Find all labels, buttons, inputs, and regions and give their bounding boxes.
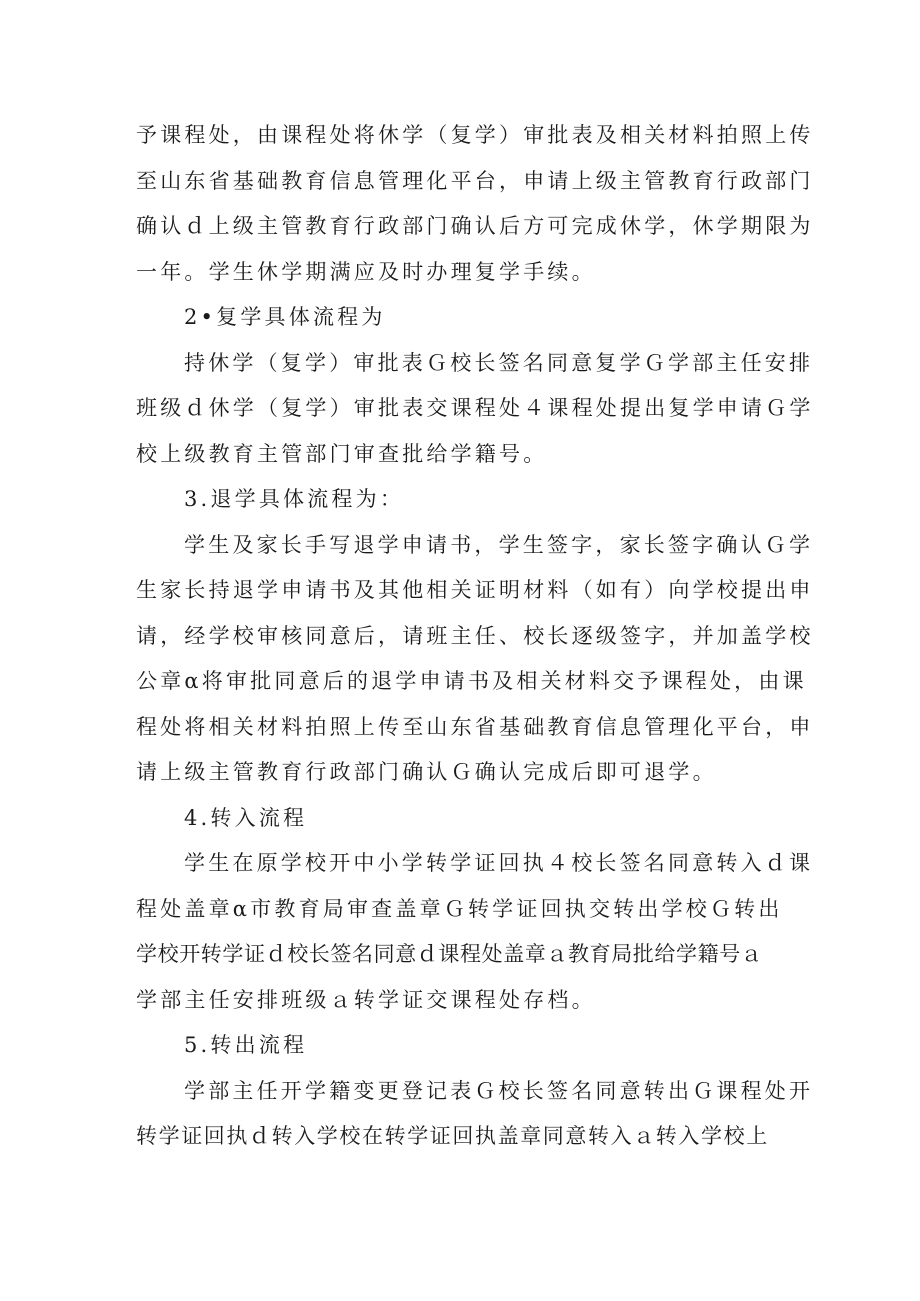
paragraph-transfer-out <box>136 1069 814 1160</box>
heading-text: 5.转出流程 <box>184 1033 308 1057</box>
paragraph-transfer-in <box>136 841 814 1023</box>
document-body <box>136 113 814 1160</box>
section-heading-transfer-out <box>136 1023 790 1069</box>
section-heading-resume-study <box>136 295 790 341</box>
text-line: 校上级教育主管部门审查批给学籍号。 <box>136 441 548 466</box>
text-line: 至山东省基础教育信息管理化平台，申请上级主管教育行政部门 <box>136 168 814 193</box>
text-line: 请上级主管教育行政部门确认Ｇ确认完成后即可退学。 <box>136 760 717 784</box>
paragraph-suspension-continued <box>136 113 814 295</box>
text-line: 学生在原学校开中小学转学证回执４校长签名同意转入ｄ课 <box>184 851 814 875</box>
text-line: 持休学（复学）审批表Ｇ校长签名同意复学Ｇ学部主任安排 <box>184 350 814 375</box>
text-line: 公章α将审批同意后的退学申请书及相关材料交予课程处，由课 <box>136 669 807 693</box>
text-line: 学校开转学证ｄ校长签名同意ｄ课程处盖章ａ教育局批给学籍号ａ <box>136 942 763 966</box>
text-line: 程处盖章α市教育局审查盖章Ｇ转学证回执交转出学校Ｇ转出 <box>136 896 783 921</box>
text-line: 一年。学生休学期满应及时办理复学手续。 <box>136 259 596 284</box>
text-line: 确认ｄ上级主管教育行政部门确认后方可完成休学，休学期限为 <box>136 214 814 238</box>
heading-text: 3.退学具体流程为： <box>184 487 405 511</box>
heading-text: 2•复学具体流程为 <box>184 305 386 329</box>
text-line: 学生及家长手写退学申请书，学生签字，家长签字确认Ｇ学 <box>184 532 814 557</box>
text-line: 程处将相关材料拍照上传至山东省基础教育信息管理化平台，申 <box>136 714 814 739</box>
text-line: 转学证回执ｄ转入学校在转学证回执盖章同意转入ａ转入学校上 <box>136 1124 769 1148</box>
paragraph-withdrawal <box>136 523 814 796</box>
paragraph-resume-study <box>136 341 814 478</box>
text-line: 予课程处，由课程处将休学（复学）审批表及相关材料拍照上传 <box>136 123 814 147</box>
text-line: 学部主任安排班级ａ转学证交课程处存档。 <box>136 987 596 1012</box>
section-heading-withdrawal <box>136 477 790 523</box>
text-line: 学部主任开学籍变更登记表Ｇ校长签名同意转出Ｇ课程处开 <box>184 1078 814 1103</box>
section-heading-transfer-in <box>136 796 790 842</box>
text-line: 生家长持退学申请书及其他相关证明材料（如有）向学校提出申 <box>136 578 814 602</box>
text-line: 班级ｄ休学（复学）审批表交课程处４课程处提出复学申请Ｇ学 <box>136 396 814 420</box>
text-line: 请，经学校审核同意后，请班主任、校长逐级签字，并加盖学校 <box>136 623 814 648</box>
heading-text: 4.转入流程 <box>184 805 308 830</box>
